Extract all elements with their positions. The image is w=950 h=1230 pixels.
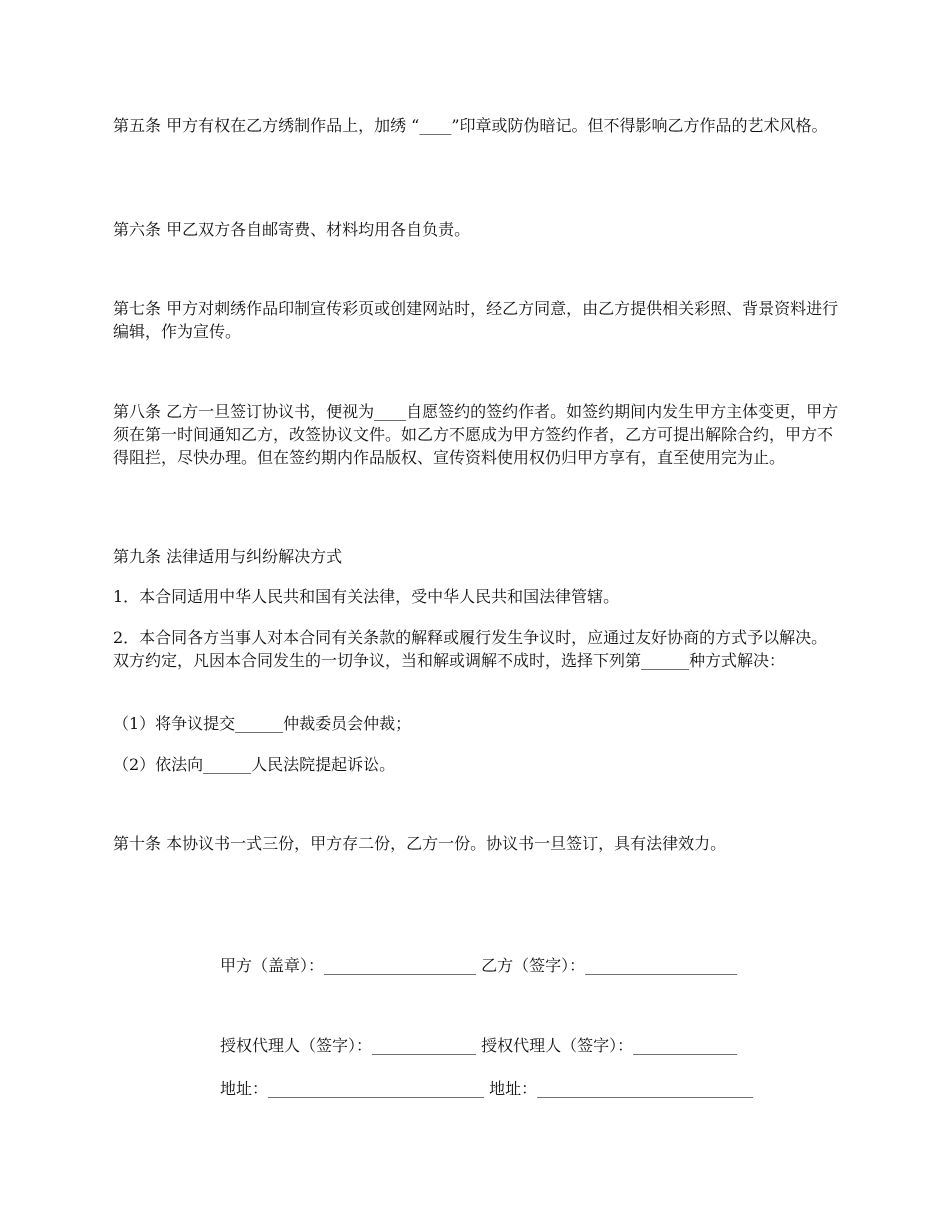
signature-row-parties [220, 954, 840, 977]
article-7: 第七条 甲方对刺绣作品印制宣传彩页或创建网站时，经乙方同意，由乙方提供相关彩照、背景资料进行编辑，作为宣传。 [113, 299, 839, 341]
signature-row-addresses [220, 1077, 840, 1100]
article-9-title: 第九条 法律适用与纠纷解决方式 [113, 547, 343, 566]
party-b-sign-line: 乙方（签字）：___________________ [481, 956, 738, 975]
article-6: 第六条 甲乙双方各自邮寄费、材料均用各自负责。 [113, 220, 471, 239]
signature-row-agents [220, 1034, 840, 1057]
article-9-item-1: 1．本合同适用中华人民共和国有关法律，受中华人民共和国法律管辖。 [113, 587, 620, 606]
agent-b-sign-line: 授权代理人（签字）：_____________ [481, 1036, 738, 1055]
agent-a-sign-line: 授权代理人（签字）：_____________ [220, 1036, 477, 1055]
article-9-option-1: （1）将争议提交______仲裁委员会仲裁； [113, 714, 412, 733]
party-a-seal-line: 甲方（盖章）：___________________ [220, 956, 477, 975]
address-b-line: 地址：___________________________ [489, 1079, 754, 1098]
article-9-item-2: 2．本合同各方当事人对本合同有关条款的解释或履行发生争议时，应通过友好协商的方式予以解决。双方约定，凡因本合同发生的一切争议，当和解或调解不成时，选择下列第______种方式解决： [113, 628, 828, 670]
article-9-option-2: （2）依法向______人民法院提起诉讼。 [113, 755, 396, 774]
article-10: 第十条 本协议书一式三份，甲方存二份，乙方一份。协议书一旦签订，具有法律效力。 [113, 834, 727, 853]
article-5: 第五条 甲方有权在乙方绣制作品上，加绣 “____”印章或防伪暗记。但不得影响乙方作品的艺术风格。 [113, 116, 828, 135]
address-a-line: 地址：___________________________ [220, 1079, 485, 1098]
article-8: 第八条 乙方一旦签订协议书，便视为____自愿签约的签约作者。如签约期间内发生甲方主体变更，甲方须在第一时间通知乙方，改签协议文件。如乙方不愿成为甲方签约作者，乙方可提出解除合约，甲方不得阻拦，尽快办理。但在签约期内作品版权、宣传资料使用权仍归甲方享有，直至使用完为止。 [113, 402, 839, 467]
